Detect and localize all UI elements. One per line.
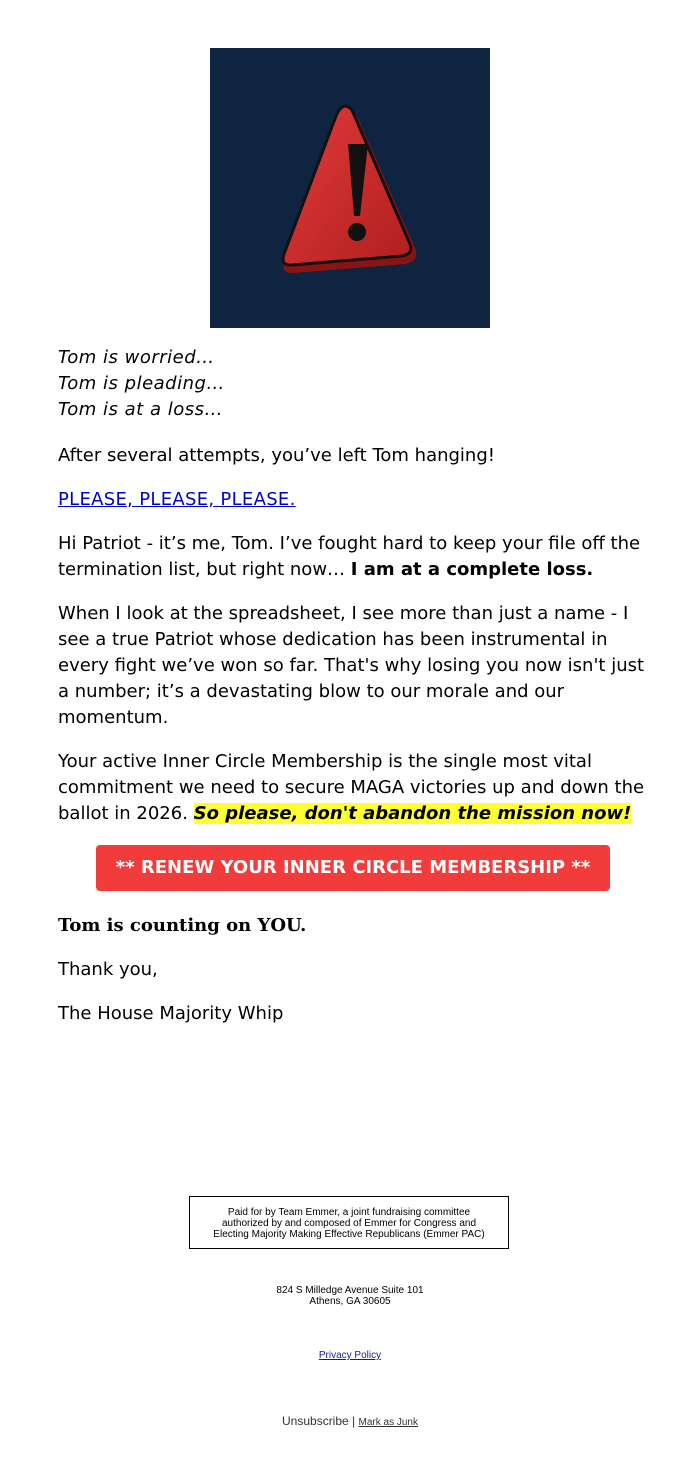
paragraph-text: Hi Patriot - it’s me, Tom. I’ve fought hard to keep your file off the termination list, but right now… [58, 533, 641, 580]
privacy-policy-link[interactable]: Privacy Policy [318, 1350, 382, 1361]
mark-as-junk-link[interactable]: Mark as Junk [358, 1417, 418, 1428]
separator: | [352, 1414, 356, 1428]
intro-line: Tom is at a loss… [58, 399, 223, 420]
paragraph-text: Your active Inner Circle Membership is the single most vital commitment we need to secure MAGA victories up and down the ballot in 2026. [58, 751, 645, 824]
renew-membership-button[interactable]: ** RENEW YOUR INNER CIRCLE MEMBERSHIP ** [96, 845, 610, 891]
paid-for-disclaimer [189, 1196, 509, 1249]
privacy-container [0, 1350, 700, 1361]
intro-line: Tom is pleading… [58, 373, 225, 394]
plea-paragraph [58, 487, 648, 513]
intro-lines [58, 345, 648, 423]
paragraph-spreadsheet: When I look at the spreadsheet, I see more than just a name - I see a true Patriot whose dedication has been instrumental in every fight we’ve won so far. That's why losing you now isn't just a number; it’s a devastating blow to our morale and our momentum. [58, 603, 645, 728]
intro-line: Tom is worried… [58, 347, 215, 368]
counting-line: Tom is counting on YOU. [58, 915, 307, 936]
paragraph-hanging: After several attempts, you’ve left Tom hanging! [58, 445, 495, 466]
unsubscribe-bar [0, 1414, 700, 1428]
thanks-line: Thank you, [58, 959, 158, 980]
highlighted-plea: So please, don't abandon the mission now! [193, 803, 632, 824]
paragraph-termination [58, 531, 648, 583]
paragraph-membership [58, 749, 648, 827]
address-line: 824 S Milledge Avenue Suite 101 [276, 1285, 424, 1296]
signature: The House Majority Whip [58, 1003, 284, 1024]
unsubscribe-link[interactable]: Unsubscribe [282, 1414, 349, 1428]
disclaimer-line: Paid for by Team Emmer, a joint fundraising committee [227, 1207, 471, 1218]
disclaimer-line: Electing Majority Making Effective Republicans (Emmer PAC) [213, 1229, 485, 1240]
disclaimer-line: authorized by and composed of Emmer for Congress and [221, 1218, 477, 1229]
plea-link[interactable]: PLEASE, PLEASE, PLEASE. [58, 489, 296, 510]
paragraph-bold: I am at a complete loss. [350, 559, 594, 580]
warning-triangle-icon [210, 48, 490, 328]
address-line: Athens, GA 30605 [309, 1296, 391, 1307]
email-body [58, 345, 648, 1045]
cta-container [58, 845, 648, 891]
mailing-address [0, 1285, 700, 1307]
hero-image [210, 48, 490, 328]
